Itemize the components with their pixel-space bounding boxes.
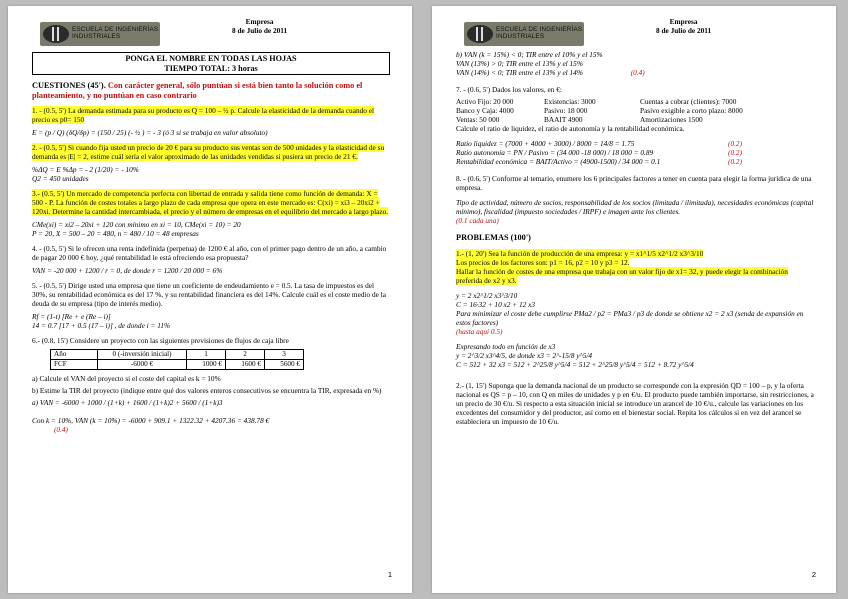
answer-2-line-2: Q2 = 450 unidades bbox=[32, 174, 89, 183]
answer-5-line-1: Rf = (1-t) [Re + e (Re – i)] bbox=[32, 312, 111, 321]
question-7-end: Calcule el ratio de liquidez, el ratio de autonomía y la rentabilidad económica. bbox=[456, 124, 685, 133]
answer-5-line-2: 14 = 0.7 [17 + 0.5 (17 – i)] , de donde i = 11% bbox=[32, 321, 171, 330]
table-cell: 0 (-inversión inicial) bbox=[98, 350, 187, 360]
question-5: 5. - (0.5, 5') Dirige usted una empresa que tiene un coeficiente de endeudamiento e = 0.5. La tasa de impuestos es del 30%, su rentabilidad económica es del 17 %, y su rentabilidad financiera es del 14%. Calcule cuál es el coste medio de la deuda de su empresa (tipo de interés medio). bbox=[32, 281, 386, 308]
page-1 bbox=[8, 6, 412, 593]
problem-1-line-3: Hallar la función de costes de una empresa que trabaja con un valor fijo de x1= 32, y puede elegir la combinación preferida de x2 y x3. bbox=[456, 266, 788, 285]
answer-7-text: Rentabilidad económica = BAIT/Activo = (4900-1500) / 34 000 = 0.1 bbox=[456, 157, 661, 166]
cash-flow-table bbox=[50, 349, 304, 370]
score-mark: (0.1 cada una) bbox=[456, 216, 499, 225]
value-cell: Activo Fijo: 20 000 bbox=[456, 97, 514, 106]
logo-line-2: INDUSTRIALES bbox=[496, 33, 545, 40]
logo-emblem-icon bbox=[43, 25, 69, 43]
instructions-box bbox=[32, 52, 390, 75]
question-8: 8. - (0.6, 5') Conforme al temario, enumere los 6 principales factores a tener en cuenta para elegir la forma jurídica de una empresa. bbox=[456, 174, 812, 192]
value-cell: Banco y Caja: 4000 bbox=[456, 106, 514, 115]
question-4: 4. - (0.5, 5') Si le ofrecen una renta indefinida (perpetua) de 1200 € al año, con el primer pago dentro de un año, a cambio de pagar 20 000 € hoy, ¿qué rentabilidad le está ofreciendo esa propuesta? bbox=[32, 244, 387, 262]
table-cell: 5600 € bbox=[265, 360, 304, 370]
answer-6b-line-1: b) VAN (k = 15%) < 0; TIR entre el 10% y el 15% bbox=[456, 50, 603, 59]
questions-title: CUESTIONES (45'). bbox=[32, 81, 106, 90]
value-cell: Amortizaciones 1500 bbox=[640, 115, 703, 124]
exam-date: 8 de Julio de 2011 bbox=[656, 25, 712, 35]
problem-2: 2.- (1, 15') Suponga que la demanda nacional de un producto se corresponde con la expresión QD = 100 – p, y la oferta nacional es QS = p – 10, con Q en miles de unidades y p en €/u. El producto puede también importarse, sin restricciones, a un precio de 30 €/u. Si respecto a esta situación inicial se introduce un arancel de 10 €/u., calcule las variaciones en los excedentes del consumidor y del productor, así como en el bienestar social. Repita los cálculos si en vez del arancel se estableciera un impuesto de 10 €/u. bbox=[456, 380, 814, 426]
score-mark: (0.2) bbox=[728, 157, 742, 166]
score-mark: (hasta aquí 0.5) bbox=[456, 326, 503, 336]
table-cell: 1600 € bbox=[226, 360, 265, 370]
page-number: 2 bbox=[811, 570, 816, 579]
question-1: 1. - (0.5, 5') La demanda estimada para su producto es Q = 100 – ½ p. Calcule la elasticidad de la demanda cuando el precio es p0= 150 bbox=[32, 106, 374, 124]
solution-1-line-1: y = 2 x2^1/2 x3^3/10 bbox=[456, 290, 518, 300]
answer-7 bbox=[456, 139, 814, 166]
solution-1-line-2: C = 16·32 + 10 x2 + 12 x3 bbox=[456, 299, 536, 309]
value-cell: BAAIT 4900 bbox=[544, 115, 583, 124]
answer-6-line-2: Con k = 10%, VAN (k = 10%) = -6000 + 909.1 + 1322.32 + 4207.36 = 438.78 € bbox=[32, 416, 270, 425]
solution-1-line-4: Expresando todo en función de x3 bbox=[456, 341, 556, 351]
solution-1-line-6: C = 512 + 32 x3 = 512 + 2^25/8 y^5/4 = 512 + 2^25/8 y^5/4 = 512 + 8.72 y^5/4 bbox=[456, 359, 694, 369]
logo-line-2: INDUSTRIALES bbox=[72, 33, 121, 40]
table-cell: 2 bbox=[226, 350, 265, 360]
table-cell: 1 bbox=[187, 350, 226, 360]
question-7-values bbox=[456, 97, 814, 124]
instructions-line-2: TIEMPO TOTAL: 3 horas bbox=[164, 63, 258, 73]
value-cell: Pasivo: 18 000 bbox=[544, 106, 588, 115]
table-cell: 1000 € bbox=[187, 360, 226, 370]
answer-8: Tipo de actividad, número de socios, responsabilidad de los socios (limitada / ilimitada), necesidades económicas (capital mínimo), fiscalidad (impuesto sociedades / IRPF) e imagen ante los clientes. bbox=[456, 198, 814, 216]
page-header bbox=[456, 18, 814, 50]
value-cell: Pasivo exigible a corto plazo: 8000 bbox=[640, 106, 743, 115]
question-6: 6.- (0.8, 15') Considere un proyecto con las siguientes previsiones de flujos de caja libre bbox=[32, 336, 289, 345]
answer-1: E = (p / Q) (δQ/δp) = (150 / 25) (- ½ ) = - 3 (ó 3 si se trabaja en valor absoluto) bbox=[32, 128, 268, 137]
page-2 bbox=[432, 6, 836, 593]
answer-7-row bbox=[456, 139, 814, 148]
questions-heading bbox=[32, 81, 390, 100]
logo-line-1: ESCUELA DE INGENIERÍAS bbox=[72, 26, 159, 33]
table-cell: -6000 € bbox=[98, 360, 187, 370]
answer-2-line-1: %ΔQ = E %Δp = - 2 (1/20) = - 10% bbox=[32, 165, 139, 174]
score-mark: (0.2) bbox=[728, 139, 742, 148]
problem-1-line-1: 1.- (1, 20') Sea la función de producción de una empresa: y = x1^1/5 x2^1/2 x3^3/10 bbox=[456, 248, 704, 258]
answer-3-line-1: CMe(xi) = xi2 – 20xi + 120 con mínimo en xi = 10, CMe(xi = 10) = 20 bbox=[32, 220, 241, 229]
question-3: 3.- (0.5, 5') Un mercado de competencia perfecta con libertad de entrada y salida tiene como función de demanda: X = 500 - P. La función de costes totales a largo plazo de cada empresa que opera en este mercado es: C(xi) = xi3 – 20xi2 + 120xi. Determine la cantidad intercambiada, el precio y el número de empresas en el equilibrio del mercado a largo plazo. bbox=[32, 189, 389, 216]
answer-6b-line-3: VAN (14%) < 0; TIR entre el 13% y el 14% bbox=[456, 68, 583, 77]
answer-7-text: Ratio liquidez = (7000 + 4000 + 3000) / 8000 = 14/8 = 1.75 bbox=[456, 139, 635, 148]
problems-title: PROBLEMAS (100') bbox=[456, 233, 531, 242]
table-row bbox=[51, 360, 304, 370]
answer-4: VAN = -20 000 + 1200 / r = 0, de donde r = 1200 / 20 000 = 6% bbox=[32, 266, 223, 275]
values-row bbox=[456, 97, 814, 106]
answer-3-line-2: P = 20, X = 500 – 20 = 480, n = 480 / 10 = 48 empresas bbox=[32, 229, 199, 238]
problem-1-line-2: Los precios de los factores son: p1 = 16, p2 = 10 y p3 = 12. bbox=[456, 257, 630, 267]
subject-title: Empresa bbox=[669, 17, 698, 26]
school-logo bbox=[40, 22, 160, 46]
values-row bbox=[456, 106, 814, 115]
logo-line-1: ESCUELA DE INGENIERÍAS bbox=[496, 26, 583, 33]
answer-6-line-1: a) VAN = -6000 + 1000 / (1+k) + 1600 / (1+k)2 + 5600 / (1+k)3 bbox=[32, 398, 223, 407]
school-logo bbox=[464, 22, 584, 46]
answer-7-row bbox=[456, 157, 814, 166]
score-mark: (0.4) bbox=[54, 425, 68, 434]
question-6a: a) Calcule el VAN del proyecto si el coste del capital es k = 10% bbox=[32, 374, 221, 383]
answer-6b-line-2: VAN (13%) > 0; TIR entre el 13% y el 15% bbox=[456, 59, 583, 68]
page-header bbox=[32, 18, 390, 50]
instructions-line-1: PONGA EL NOMBRE EN TODAS LAS HOJAS bbox=[125, 54, 297, 63]
logo-emblem-icon bbox=[467, 25, 493, 43]
answer-7-row bbox=[456, 148, 814, 157]
table-cell: 3 bbox=[265, 350, 304, 360]
solution-1-line-5: y = 2^3/2 x3^4/5, de donde x3 = 2^-15/8 y^5/4 bbox=[456, 350, 593, 360]
score-mark: (0.2) bbox=[728, 148, 742, 157]
solution-1-line-3: Para minimizar el coste debe cumplirse PMa2 / p2 = PMa3 / p3 de donde se obtiene x2 = 2 x3 (senda de expansión en estos factores) bbox=[456, 308, 804, 327]
questions-note: Con carácter general, sólo puntúan si está bien tanto la solución como el planteamiento, y no puntúan en caso contrario bbox=[32, 81, 363, 100]
values-row bbox=[456, 115, 814, 124]
value-cell: Cuentas a cobrar (clientes): 7000 bbox=[640, 97, 737, 106]
table-cell: FCF bbox=[51, 360, 98, 370]
question-2: 2. - (0.5, 5') Si cuando fija usted un precio de 20 € para su producto sus ventas son de 500 unidades y la elasticidad de su demanda es |E| = 2, estime cuál sería el valor aproximado de las unidades vendidas si pusiera un precio de 21 €. bbox=[32, 143, 385, 161]
value-cell: Existencias: 3000 bbox=[544, 97, 596, 106]
score-mark: (0.4) bbox=[630, 68, 645, 77]
page-number: 1 bbox=[387, 570, 392, 579]
table-header-row bbox=[51, 350, 304, 360]
subject-title: Empresa bbox=[245, 17, 274, 26]
question-6b: b) Estime la TIR del proyecto (indique entre qué dos valores enteros consecutivos se encuentra la TIR, expresada en %) bbox=[32, 386, 382, 395]
value-cell: Ventas: 50 000 bbox=[456, 115, 500, 124]
question-7: 7. - (0.6, 5') Dados los valores, en €: bbox=[456, 85, 562, 94]
answer-7-text: Ratio autonomía = PN / Pasivo = (34 000 -18 000) / 18 000 = 0.89 bbox=[456, 148, 654, 157]
table-cell: Año bbox=[51, 350, 98, 360]
exam-date: 8 de Julio de 2011 bbox=[232, 25, 288, 35]
